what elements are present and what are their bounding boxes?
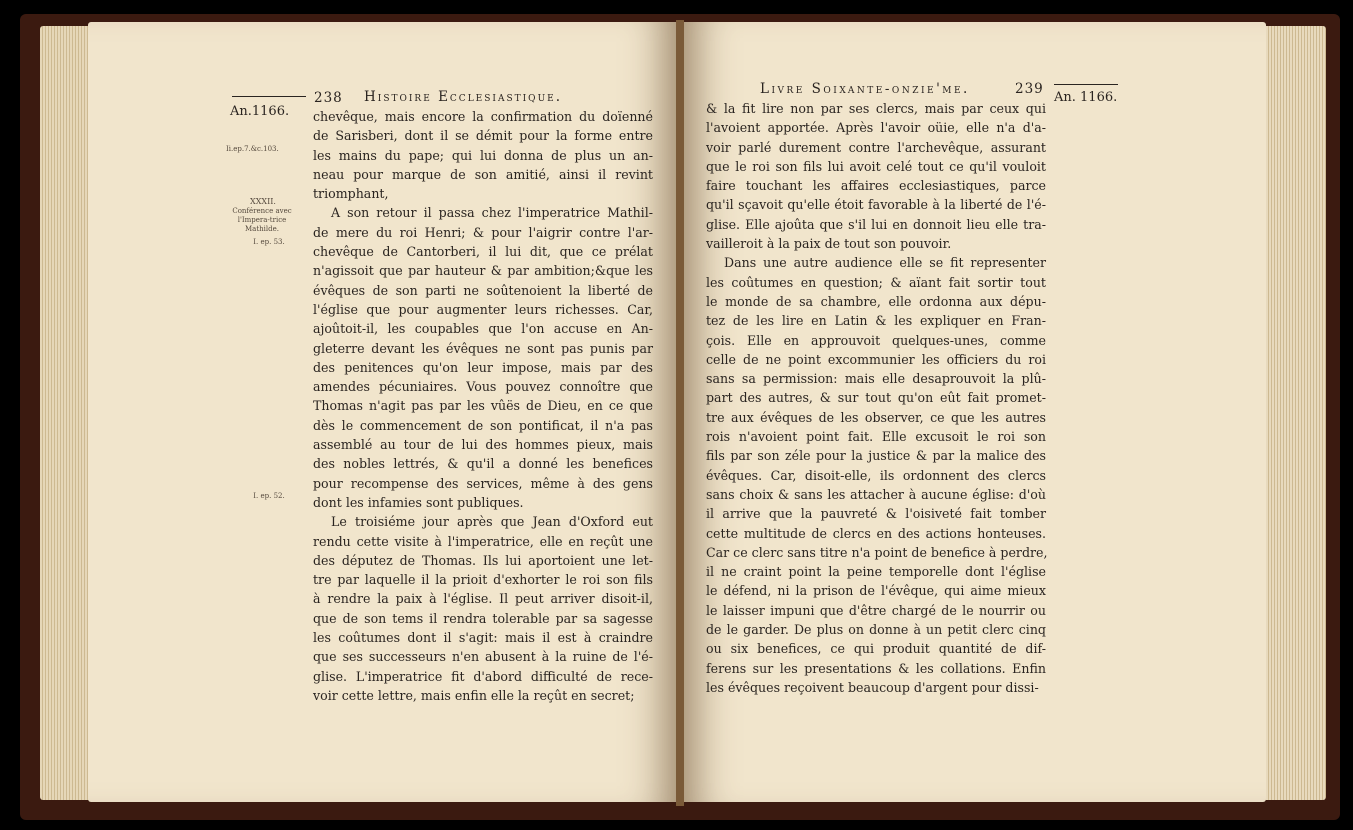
margin-note-section: XXXII. — [250, 197, 276, 206]
text-line: ferens sur les presentations & les collations. Enfin — [706, 660, 1046, 676]
left-running-head: Histoire Ecclesiastique. — [364, 89, 563, 105]
text-line: glise. Elle ajoûta que s'il lui en donnoit lieu elle tra- — [706, 216, 1046, 232]
text-line: Le troisiéme jour après que Jean d'Oxford eut — [331, 514, 653, 530]
text-line: le monde de sa chambre, elle ordonna aux dépu- — [706, 293, 1046, 309]
margin-note-ref-1: Ii.ep.7.&c.103. — [226, 145, 279, 153]
text-line: sans choix & sans les attacher à aucune église: d'où — [706, 486, 1046, 502]
text-line: les coûtumes dont il s'agit: mais il est à craindre — [313, 630, 653, 646]
text-line: il arrive que la pauvreté & l'oisiveté fait tomber — [706, 506, 1046, 522]
right-body-text — [706, 99, 1046, 697]
left-header-rule — [232, 96, 306, 97]
right-year-marker: An. 1166. — [1054, 90, 1118, 105]
text-line: dont les infamies sont publiques. — [313, 494, 524, 510]
text-line: à rendre la paix à l'église. Il peut arriver disoit-il, — [313, 591, 653, 607]
text-line: chevêque, mais encore la confirmation du doïenné — [313, 109, 653, 124]
text-line: A son retour il passa chez l'imperatrice Mathil- — [331, 205, 653, 221]
text-line: glise. L'imperatrice fit d'abord difficulté de rece- — [313, 668, 653, 684]
left-year-marker: An.1166. — [230, 104, 290, 119]
text-line: triomphant, — [313, 186, 389, 202]
text-line: Thomas n'agit pas par les vûës de Dieu, en ce que — [313, 398, 653, 414]
left-page-edges — [40, 26, 90, 800]
text-line: voir parlé durement contre l'archevêque, assurant — [706, 139, 1046, 155]
text-line: que de son tems il rendra tolerable par sa sagesse — [313, 610, 653, 626]
right-page-number: 239 — [1015, 81, 1044, 97]
text-line: le laisser impuni que d'être chargé de le nourrir ou — [706, 602, 1046, 618]
margin-note-summary: Conférence avec l'Impera-trice Mathilde. — [232, 207, 292, 233]
margin-note-ref-3: I. ep. 52. — [253, 492, 285, 500]
text-line: il ne craint point la peine temporelle dont l'église — [706, 564, 1046, 580]
text-line: sans sa permission: mais elle desaprouvoit la plû- — [706, 371, 1046, 387]
text-line: les mains du pape; qui lui donna de plus un an- — [313, 147, 653, 163]
text-line: des députez de Thomas. Ils lui aportoient une let- — [313, 552, 653, 568]
text-line: & la fit lire non par ses clercs, mais par ceux qui — [706, 101, 1046, 116]
text-line: cette multitude de clercs en des actions honteuses. — [706, 525, 1046, 541]
text-line: qu'il sçavoit qu'elle étoit favorable à la liberté de l'é- — [706, 197, 1046, 213]
text-line: gleterre devant les évêques ne sont pas punis par — [313, 340, 653, 356]
left-body-text — [313, 107, 653, 705]
text-line: faire touchant les affaires ecclesiastiques, parce — [706, 178, 1046, 194]
text-line: le défend, ni la prison de l'évêque, qui aime mieux — [706, 583, 1046, 599]
text-line: fils par son zéle pour la justice & par la malice des — [706, 448, 1046, 464]
text-line: l'avoient apportée. Après l'avoir oüie, elle n'a d'a- — [706, 120, 1046, 136]
text-line: ou six benefices, ce qui produit quantité de dif- — [706, 641, 1046, 657]
text-line: çois. Elle en approuvoit quelques-unes, comme — [706, 332, 1046, 348]
text-line: les coûtumes en question; & aïant fait sortir tout — [706, 274, 1046, 290]
text-line: Car ce clerc sans titre n'a point de benefice à perdre, — [706, 544, 1048, 560]
text-line: évêques. Car, disoit-elle, ils ordonnent des clercs — [706, 467, 1046, 483]
text-line: évêques de son parti ne soûtenoient la liberté de — [313, 282, 653, 298]
right-page-edges — [1262, 26, 1326, 800]
text-line: de Sarisberi, dont il se démit pour la forme entre — [313, 128, 653, 144]
text-line: dès le commencement de son pontificat, il n'a pas — [313, 417, 653, 433]
text-line: tre aux évêques de les observer, ce que les autres — [706, 409, 1046, 425]
text-line: que ses successeurs n'en abusent à la ruine de l'é- — [313, 649, 653, 665]
right-running-head: Livre Soixante-onzie'me. — [760, 81, 970, 97]
text-line: part des autres, & sur tout qu'on eût fait promet- — [706, 390, 1046, 406]
text-line: pour recompense des services, même à des gens — [313, 475, 653, 491]
text-line: neau pour marque de son amitié, ainsi il revint — [313, 166, 653, 182]
text-line: celle de ne point excommunier les officiers du roi — [706, 351, 1046, 367]
text-line: Dans une autre audience elle se fit representer — [724, 255, 1046, 271]
text-line: de mere du roi Henri; & pour l'aigrir contre l'ar- — [313, 224, 653, 240]
text-line: amendes pécuniaires. Vous pouvez connoître que — [313, 379, 653, 395]
text-line: l'église que pour augmenter leurs richesses. Car, — [313, 301, 653, 317]
right-header-rule — [1054, 84, 1118, 85]
text-line: que le roi son fils lui avoit celé tout ce qu'il vouloit — [706, 158, 1046, 174]
text-line: des penitences qu'on leur impose, mais par des — [313, 359, 653, 375]
text-line: tre par laquelle il la prioit d'exhorter le roi son fils — [313, 572, 653, 588]
margin-note-ref-2: I. ep. 53. — [253, 238, 285, 246]
text-line: les évêques reçoivent beaucoup d'argent pour dissi- — [706, 679, 1039, 695]
text-line: ajoûtoit-il, les coupables que l'on accuse en An- — [313, 321, 653, 337]
book-gutter — [676, 20, 684, 806]
text-line: des nobles lettrés, & qu'il a donné les benefices — [313, 456, 653, 472]
text-line: n'agissoit que par hauteur & par ambition;&que les — [313, 263, 653, 279]
text-line: voir cette lettre, mais enfin elle la reçût en secret; — [313, 687, 635, 703]
text-line: vailleroit à la paix de tout son pouvoir. — [706, 236, 952, 252]
text-line: chevêque de Cantorberi, il lui dit, que ce prélat — [313, 244, 653, 260]
text-line: assemblé au tour de lui des hommes pieux, mais — [313, 437, 653, 453]
left-page-number: 238 — [314, 90, 343, 106]
text-line: tez de les lire en Latin & les expliquer en Fran- — [706, 313, 1046, 329]
text-line: rendu cette visite à l'imperatrice, elle en reçût une — [313, 533, 653, 549]
text-line: de le garder. De plus on donne à un petit clerc cinq — [706, 622, 1046, 638]
text-line: rois n'avoient point fait. Elle excusoit le roi son — [706, 429, 1046, 445]
